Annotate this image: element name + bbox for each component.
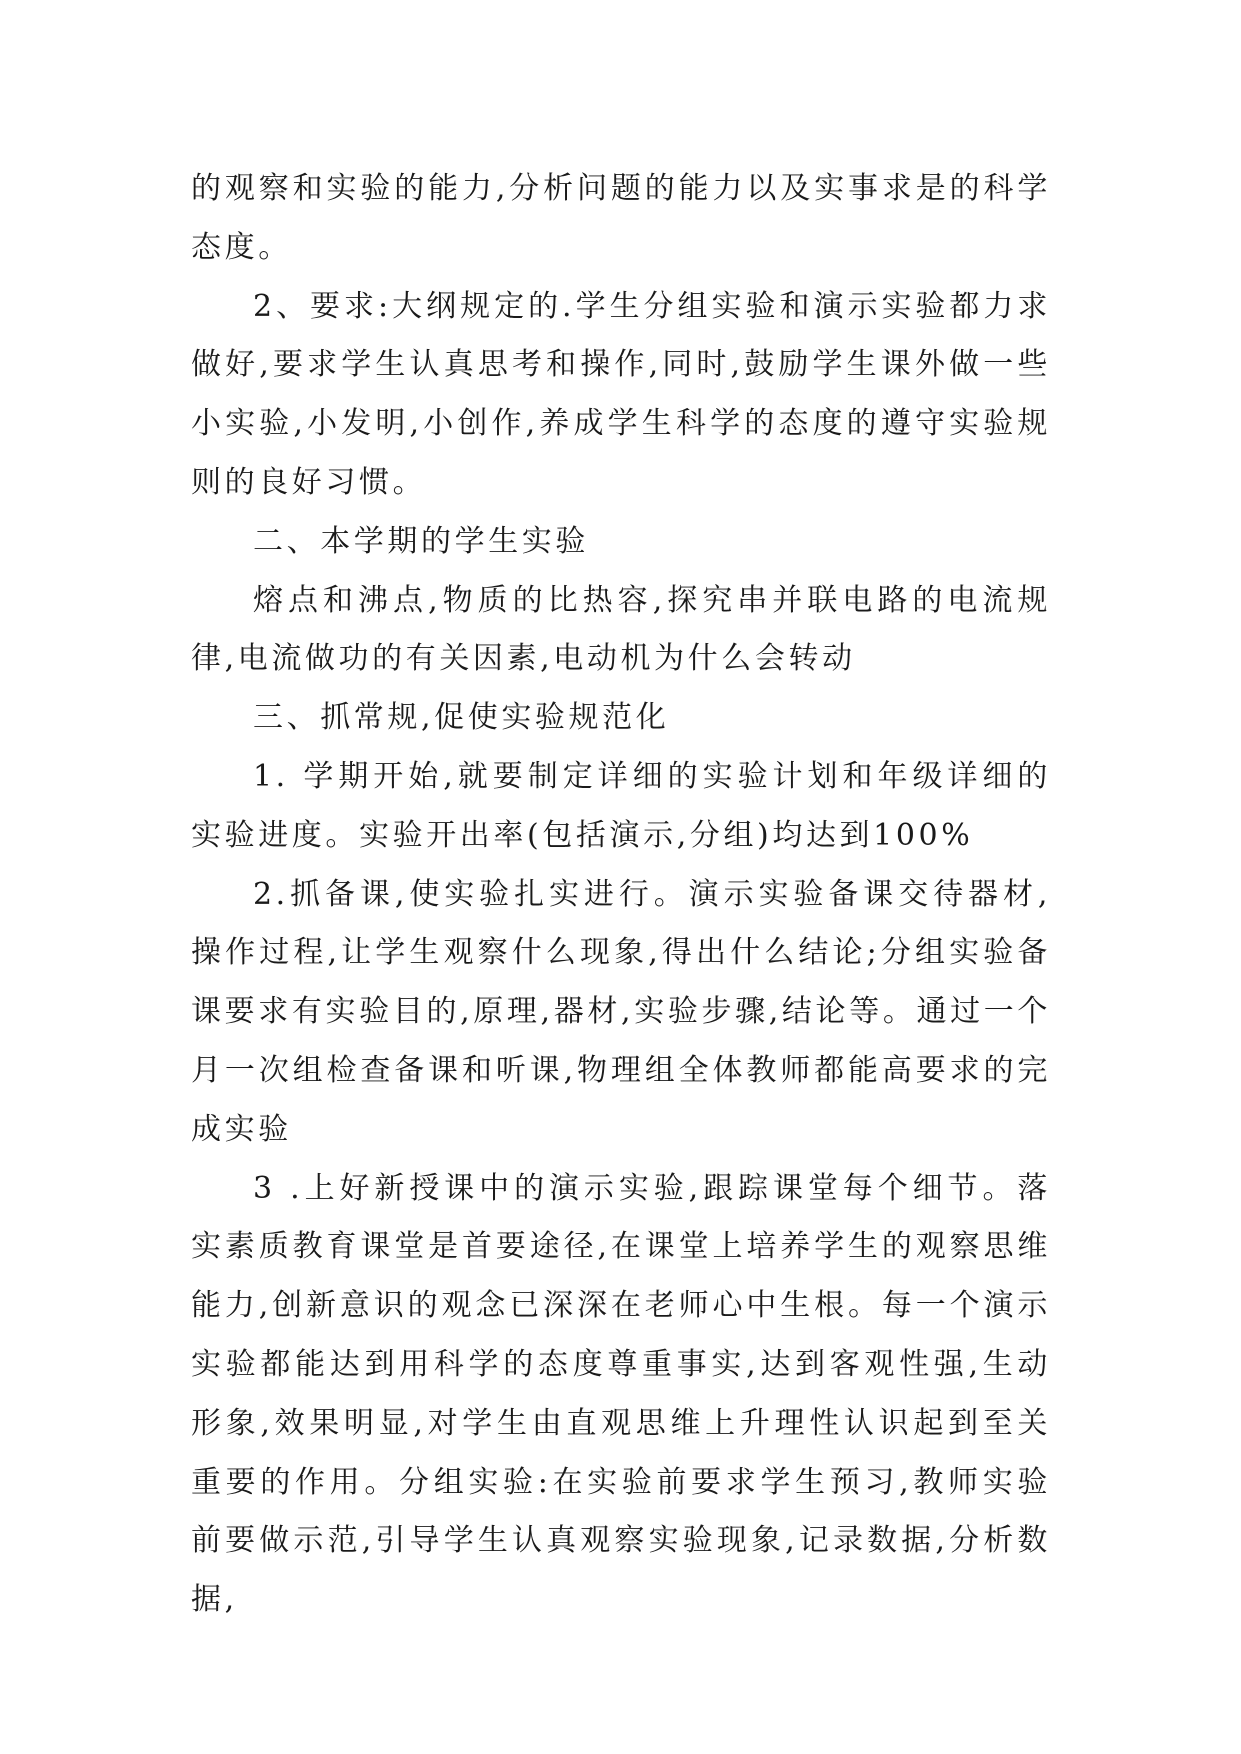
paragraph-item-1: 1. 学期开始,就要制定详细的实验计划和年级详细的实验进度。实验开出率(包括演示,分组)均达到100% xyxy=(191,758,1051,853)
paragraph-requirements: 2、要求:大纲规定的.学生分组实验和演示实验都力求做好,要求学生认真思考和操作,同时,鼓励学生课外做一些小实验,小发明,小创作,养成学生科学的态度的遵守实验规则的良好习惯。 xyxy=(191,288,1051,500)
paragraph-experiment-list: 熔点和沸点,物质的比热容,探究串并联电路的电流规律,电流做功的有关因素,电动机为什么会转动 xyxy=(191,582,1051,677)
paragraph-item-2: 2.抓备课,使实验扎实进行。演示实验备课交待器材,操作过程,让学生观察什么现象,得出什么结论;分组实验备课要求有实验目的,原理,器材,实验步骤,结论等。通过一个月一次组检查备课和听课,物理组全体教师都能高要求的完成实验 xyxy=(191,876,1051,1147)
paragraph-item-3: 3 .上好新授课中的演示实验,跟踪课堂每个细节。落实素质教育课堂是首要途径,在课堂上培养学生的观察思维能力,创新意识的观念已深深在老师心中生根。每一个演示实验都能达到用科学的态度尊重事实,达到客观性强,生动形象,效果明显,对学生由直观思维上升理性认识起到至关重要的作用。分组实验:在实验前要求学生预习,教师实验前要做示范,引导学生认真观察实验现象,记录数据,分析数据, xyxy=(191,1170,1051,1618)
document-body xyxy=(191,160,1051,1630)
section-heading-student-experiments: 二、本学期的学生实验 xyxy=(253,523,589,559)
paragraph-continuation: 的观察和实验的能力,分析问题的能力以及实事求是的科学态度。 xyxy=(191,171,1051,265)
section-heading-routine: 三、抓常规,促使实验规范化 xyxy=(253,700,670,736)
